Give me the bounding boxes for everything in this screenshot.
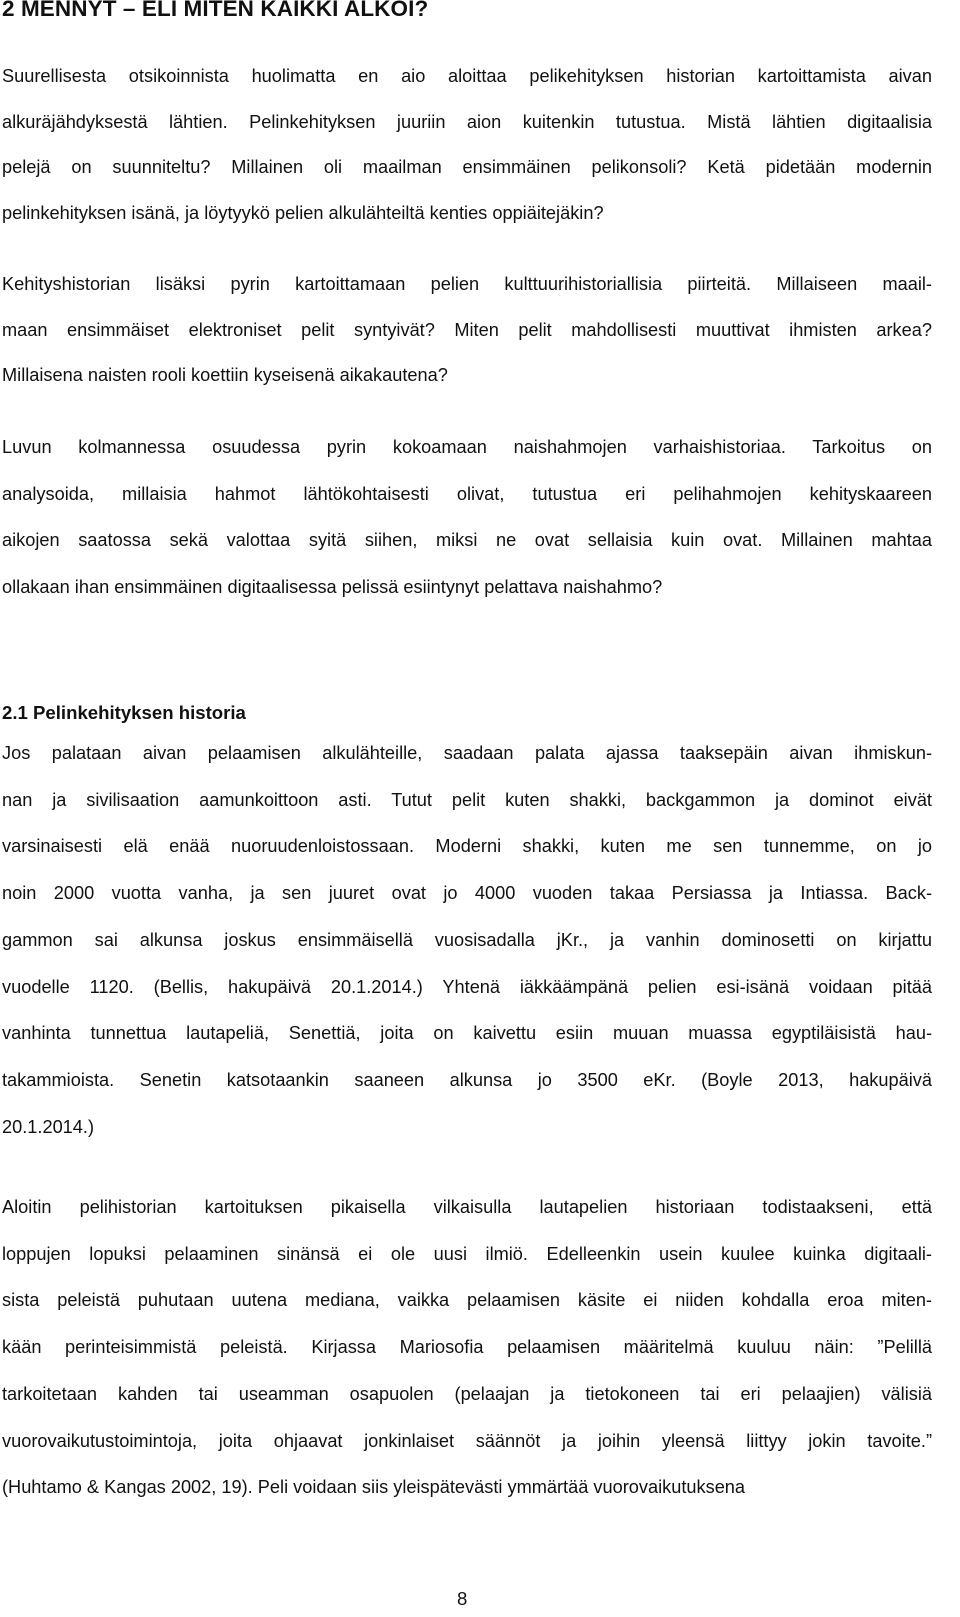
section-paragraph-history-line: takammioista. Senetin katsotaankin saaneen alkunsa jo 3500 eKr. (Boyle 2013, hakupäivä (2, 1069, 932, 1090)
section-paragraph-definition-line: vuorovaikutustoimintoja, joita ohjaavat jonkinlaiset säännöt ja joihin yleensä liittyy jokin tavoite.” (2, 1430, 932, 1451)
page-number: 8 (457, 1588, 468, 1609)
paragraph-culture (2, 262, 932, 399)
section-title: 2.1 Pelinkehityksen historia (2, 702, 246, 723)
section-paragraph-definition-line: sista peleistä puhutaan uutena mediana, vaikka pelaamisen käsite ei niiden kohdalla eroa miten- (2, 1290, 932, 1311)
paragraph-characters-line: Luvun kolmannessa osuudessa pyrin kokoamaan naishahmojen varhaishistoriaa. Tarkoitus on (2, 437, 932, 457)
paragraph-intro-line: Suurellisesta otsikoinnista huolimatta en aio aloittaa pelikehityksen historian kartoittamista aivan (2, 66, 932, 86)
section-paragraph-history-line: nan ja sivilisaation aamunkoittoon asti. Tutut pelit kuten shakki, backgammon ja dominot eivät (2, 789, 932, 810)
paragraph-culture-line: Kehityshistorian lisäksi pyrin kartoittamaan pelien kulttuurihistoriallisia piirteitä. Millaiseen maail- (2, 274, 932, 294)
section-paragraph-history-line: vuodelle 1120. (Bellis, hakupäivä 20.1.2014.) Yhtenä iäkkäämpänä pelien esi-isänä voidaan pitää (2, 976, 932, 997)
section-paragraph-definition (2, 1184, 932, 1511)
section-paragraph-definition-line: kään perinteisimmistä peleistä. Kirjassa Mariosofia pelaamisen määritelmä kuuluu näin: ”Pelillä (2, 1337, 932, 1358)
paragraph-characters-line: aikojen saatossa sekä valottaa syitä siihen, miksi ne ovat sellaisia kuin ovat. Millainen mahtaa (2, 530, 932, 551)
section-paragraph-history-line: noin 2000 vuotta vanha, ja sen juuret ovat jo 4000 vuoden takaa Persiassa ja Intiassa. Back- (2, 883, 932, 904)
paragraph-intro (2, 54, 932, 236)
section-paragraph-definition-line: (Huhtamo & Kangas 2002, 19). Peli voidaan siis yleispätevästi ymmärtää vuorovaikutuksena (2, 1477, 746, 1498)
section-paragraph-definition-line: tarkoitetaan kahden tai useamman osapuolen (pelaajan ja tietokoneen tai eri pelaajien) välisiä (2, 1383, 932, 1404)
section-paragraph-definition-line: loppujen lopuksi pelaaminen sinänsä ei ole uusi ilmiö. Edelleenkin usein kuulee kuinka digitaali- (2, 1243, 932, 1264)
paragraph-characters-line: ollakaan ihan ensimmäinen digitaalisessa pelissä esiintynyt pelattava naishahmo? (2, 577, 663, 598)
section-paragraph-history-line: gammon sai alkunsa joskus ensimmäisellä vuosisadalla jKr., ja vanhin dominosetti on kirjattu (2, 929, 932, 950)
chapter-title: 2 MENNYT – ELI MITEN KAIKKI ALKOI? (2, 0, 429, 21)
section-paragraph-history (2, 730, 932, 1150)
section-paragraph-history-line: varsinaisesti elä enää nuoruudenloistossaan. Moderni shakki, kuten me sen tunnemme, on jo (2, 836, 932, 857)
paragraph-intro-line: alkuräjähdyksestä lähtien. Pelinkehityksen juuriin aion kuitenkin tutustua. Mistä lähtien digitaalisia (2, 111, 932, 132)
section-paragraph-history-line: 20.1.2014.) (2, 1116, 95, 1137)
paragraph-intro-line: pelejä on suunniteltu? Millainen oli maailman ensimmäinen pelikonsoli? Ketä pidetään modernin (2, 157, 932, 178)
paragraph-intro-line: pelinkehityksen isänä, ja löytyykö pelien alkulähteiltä kenties oppiäitejäkin? (2, 202, 604, 223)
section-paragraph-history-line: Jos palataan aivan pelaamisen alkulähteille, saadaan palata ajassa taaksepäin aivan ihmiskun- (2, 743, 932, 763)
paragraph-culture-line: Millaisena naisten rooli koettiin kyseisenä aikakautena? (2, 365, 448, 386)
paragraph-culture-line: maan ensimmäiset elektroniset pelit syntyivät? Miten pelit mahdollisesti muuttivat ihmisten arkea? (2, 319, 932, 340)
paragraph-characters (2, 424, 932, 611)
section-paragraph-history-line: vanhinta tunnettua lautapeliä, Senettiä, joita on kaivettu esiin muuan muassa egyptiläisistä hau- (2, 1023, 932, 1044)
section-paragraph-definition-line: Aloitin pelihistorian kartoituksen pikaisella vilkaisulla lautapelien historiaan todistaakseni, että (2, 1197, 932, 1217)
paragraph-characters-line: analysoida, millaisia hahmot lähtökohtaisesti olivat, tutustua eri pelihahmojen kehityskaareen (2, 483, 932, 504)
